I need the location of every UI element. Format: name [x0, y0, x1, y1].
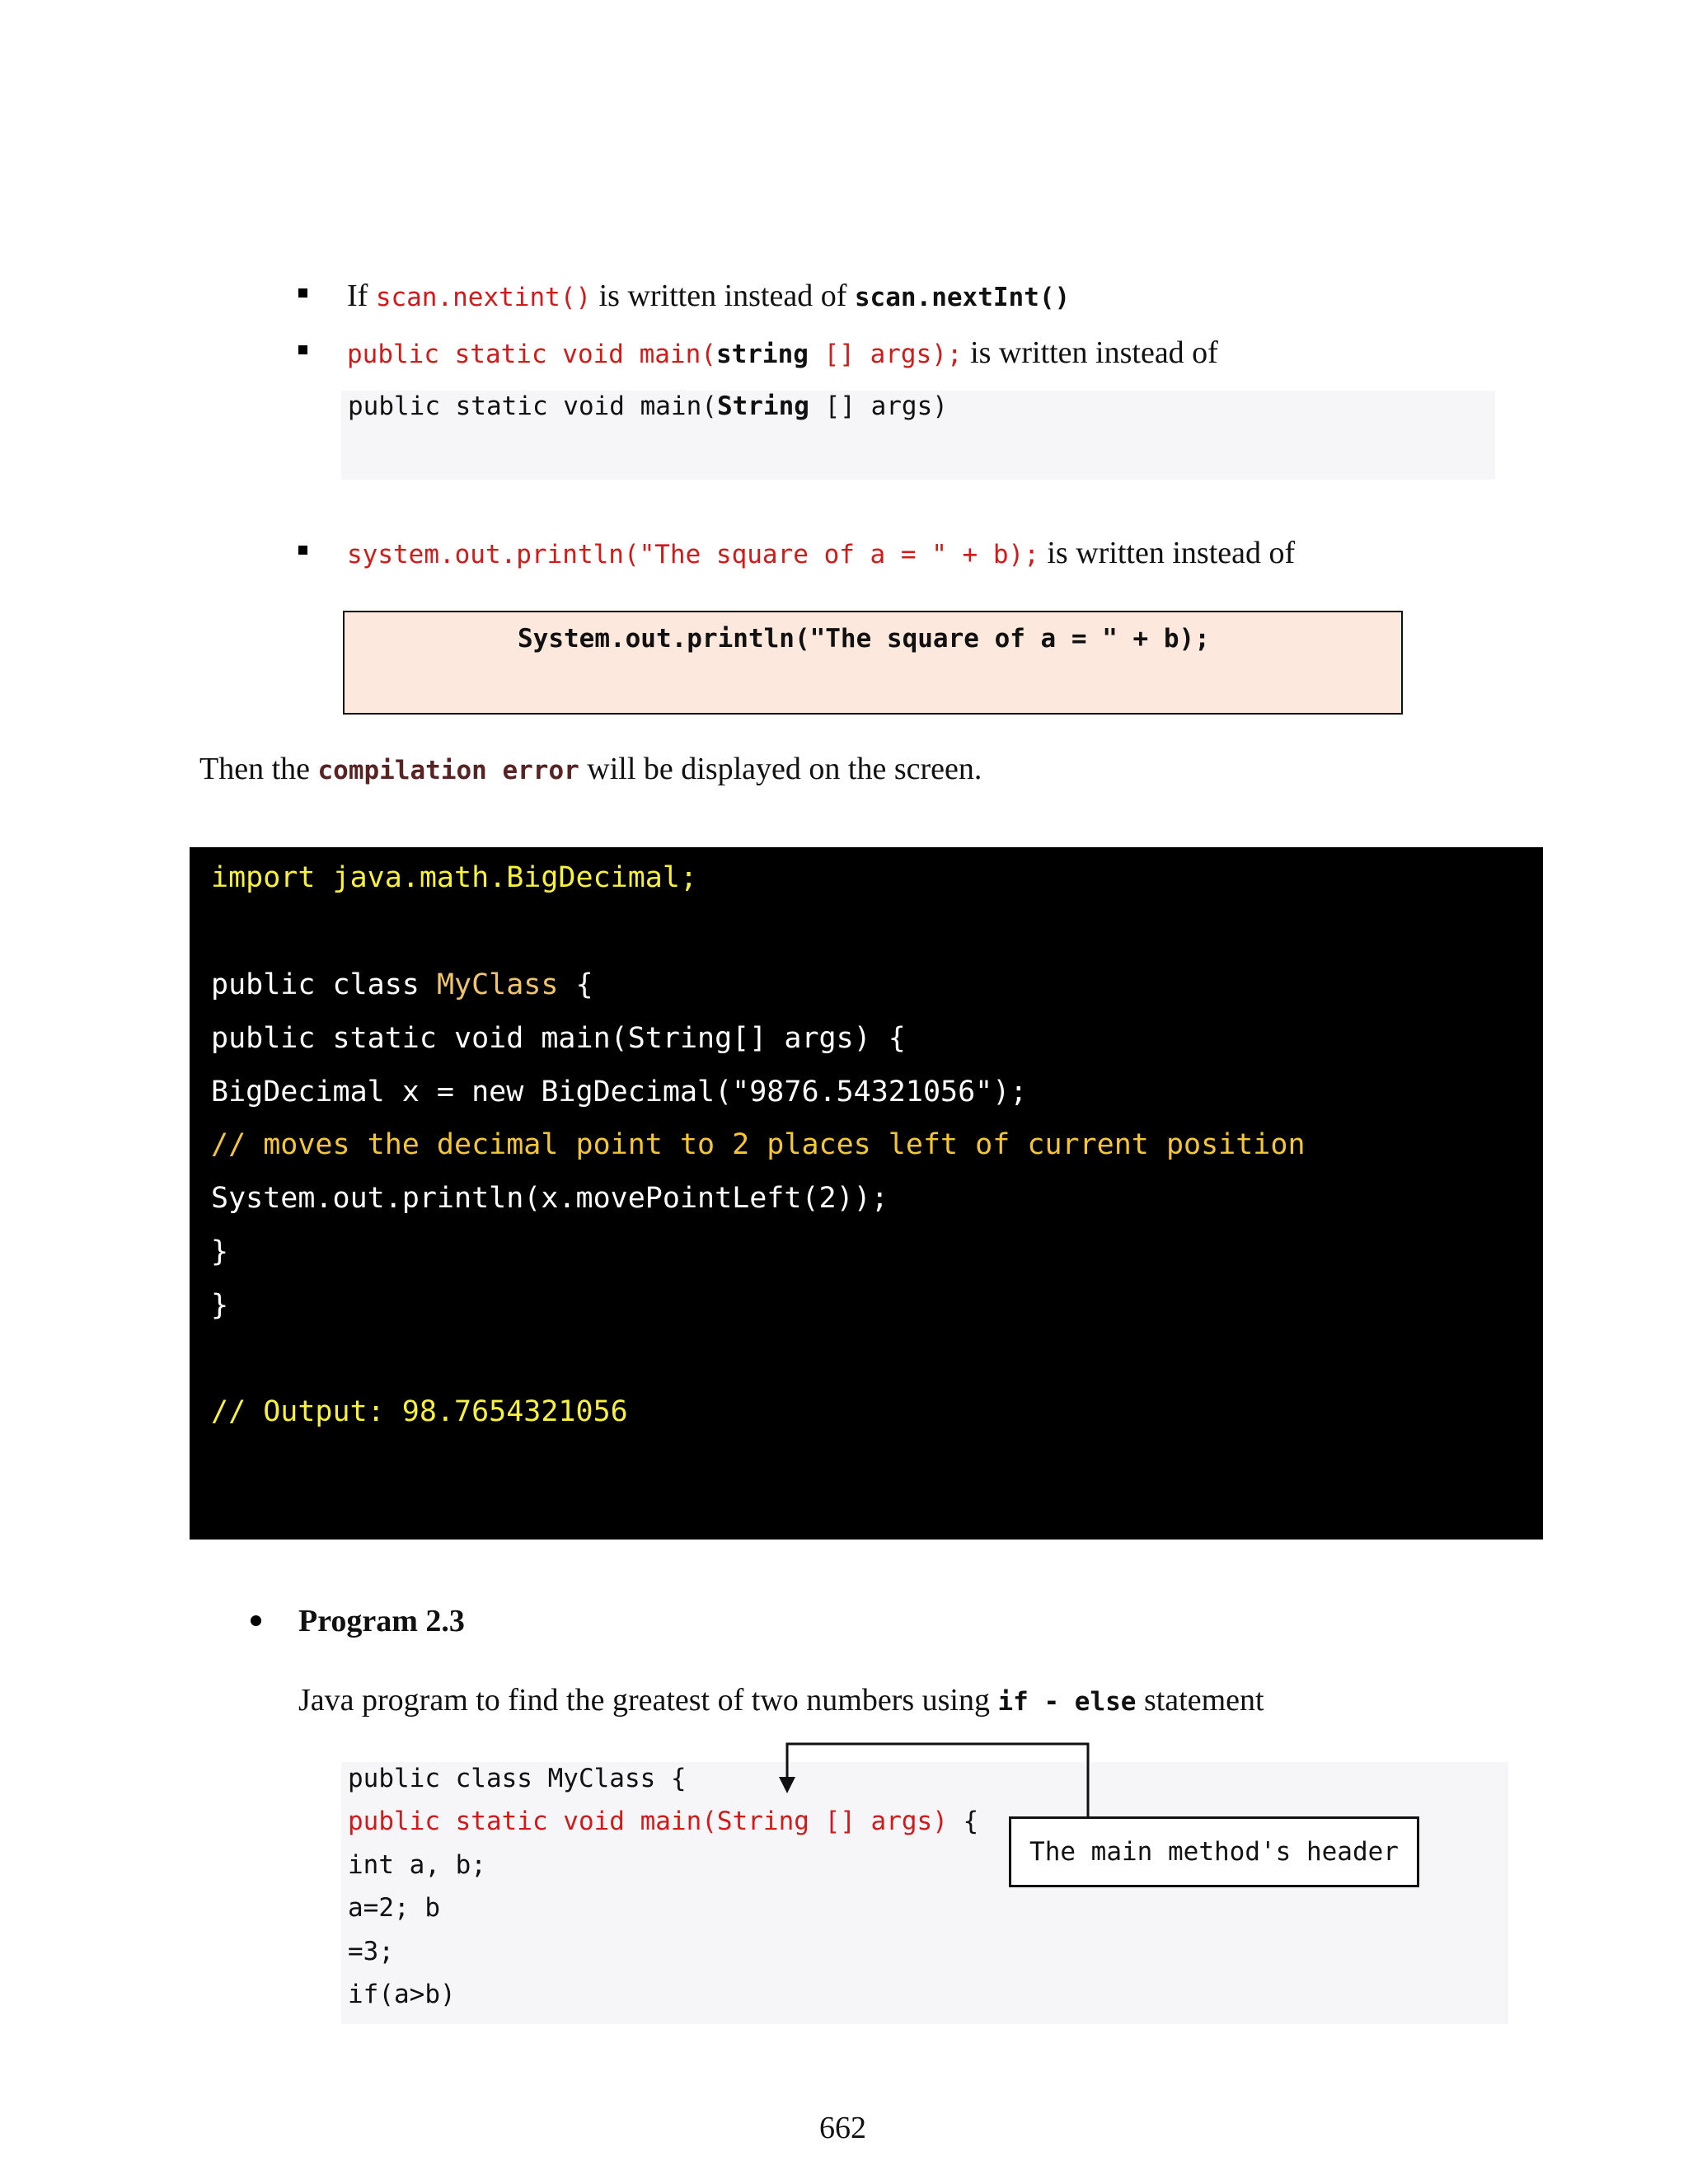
prog-line-decl: int a, b; [348, 1850, 486, 1880]
prog-line-assign-b: =3; [348, 1937, 394, 1966]
correct-code: scan.nextInt() [854, 283, 1071, 312]
correct-main-code: public static void main(String [] args) [348, 391, 948, 421]
code-output-line: // Output: 98.7654321056 [211, 1395, 628, 1428]
program-description: Java program to find the greatest of two numbers using if - else statement [298, 1683, 1264, 1718]
program-heading: Program 2.3 [298, 1604, 465, 1638]
error-item-2: public static void main(string [] args); is written instead of [347, 335, 1218, 370]
compilation-error-term: compilation error [317, 756, 579, 785]
code-import-line: import java.math.BigDecimal; [211, 861, 698, 894]
prog-line-class: public class MyClass { [348, 1764, 687, 1793]
error-item-1: If scan.nextint() is written instead of scan.nextInt() [347, 279, 1071, 313]
code-main-line: public static void main(String[] args) { [211, 1022, 906, 1055]
code-decl-line: BigDecimal x = new BigDecimal("9876.54321056"); [211, 1076, 1028, 1108]
code-comment-line: // moves the decimal point to 2 places left of current position [211, 1128, 1306, 1161]
error-item-3: system.out.println("The square of a = " + b); is written instead of [347, 536, 1296, 570]
prog-line-main: public static void main(String [] args) { [348, 1807, 979, 1836]
prog-line-assign-a: a=2; b [348, 1893, 440, 1923]
wrong-code: scan.nextint() [375, 283, 592, 312]
code-close-brace-1: } [211, 1235, 229, 1268]
main-header-callout: The main method's header [1009, 1816, 1419, 1887]
code-close-brace-2: } [211, 1289, 229, 1322]
compilation-error-sentence: Then the compilation error will be displayed on the screen. [199, 752, 982, 786]
page-number: 662 [819, 2111, 866, 2145]
code-print-line: System.out.println(x.movePointLeft(2)); [211, 1182, 889, 1215]
correct-println-code: System.out.println("The square of a = " + b); [518, 624, 1210, 654]
prog-line-if: if(a>b) [348, 1980, 456, 2009]
code-class-line: public class MyClass { [211, 968, 593, 1001]
